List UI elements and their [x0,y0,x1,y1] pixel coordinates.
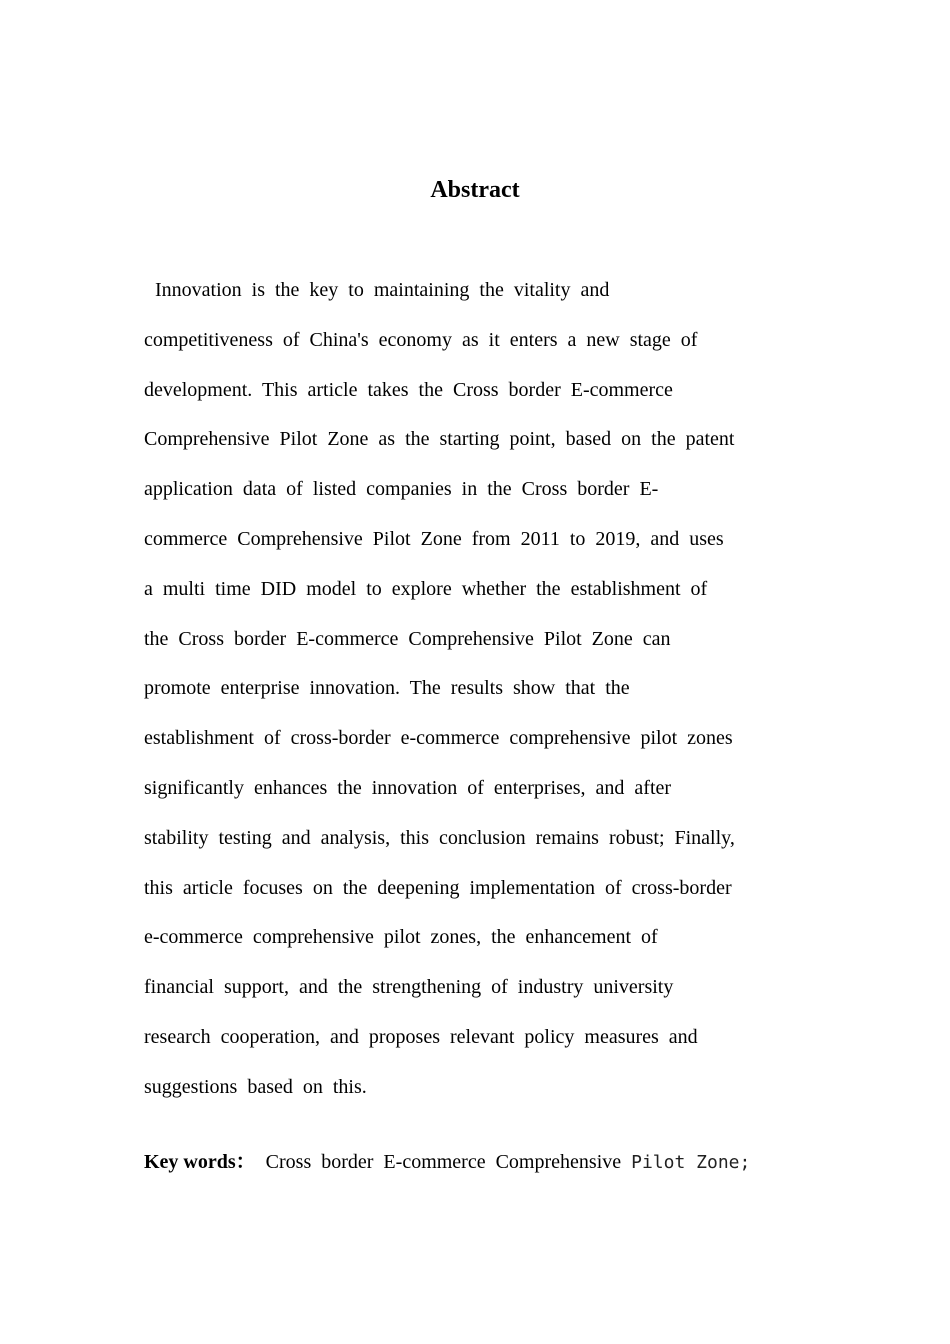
abstract-line: financial support, and the strengthening of industry university [144,976,674,999]
abstract-line: competitiveness of China's economy as it enters a new stage of [144,328,698,351]
abstract-body [144,274,824,1121]
keywords-line [144,1146,750,1179]
abstract-title: Abstract [430,177,520,203]
abstract-line: suggestions based on this. [144,1075,367,1098]
abstract-line: commerce Comprehensive Pilot Zone from 2011 to 2019, and uses [144,527,724,550]
abstract-line: significantly enhances the innovation of enterprises, and after [144,776,672,799]
abstract-line: research cooperation, and proposes relevant policy measures and [144,1025,698,1048]
abstract-line: Comprehensive Pilot Zone as the starting point, based on the patent [144,428,735,451]
keywords-text-mono: Pilot Zone; [631,1152,751,1173]
abstract-line: e-commerce comprehensive pilot zones, the enhancement of [144,926,658,949]
abstract-line: stability testing and analysis, this conclusion remains robust; Finally, [144,826,735,849]
abstract-line: the Cross border E-commerce Comprehensive Pilot Zone can [144,627,671,650]
keywords-text: Cross border E-commerce Comprehensive [265,1151,622,1173]
abstract-line: Innovation is the key to maintaining the vitality and [155,279,610,301]
abstract-line: development. This article takes the Cross border E-commerce [144,378,673,401]
keywords-label: Key words： [144,1151,256,1173]
abstract-line: a multi time DID model to explore whether the establishment of [144,577,708,600]
abstract-line: application data of listed companies in the Cross border E- [144,478,659,501]
abstract-line: this article focuses on the deepening implementation of cross-border [144,876,732,899]
abstract-line: promote enterprise innovation. The results show that the [144,677,630,700]
abstract-line: establishment of cross-border e-commerce comprehensive pilot zones [144,727,733,750]
